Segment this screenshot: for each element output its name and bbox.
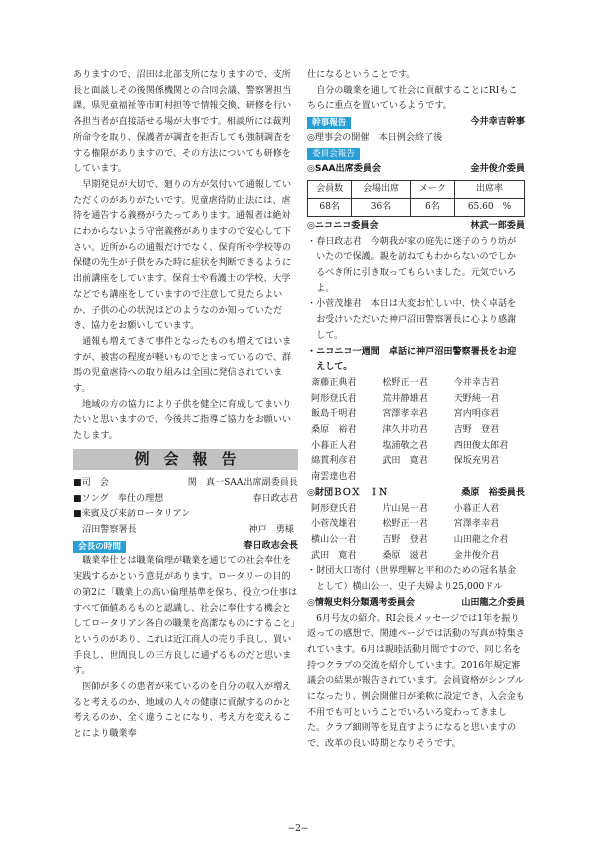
niko-title: ◎ニコニコ委員会 (307, 220, 379, 231)
member-name: 小暮正人君 (311, 440, 357, 451)
paragraph: 通報も増えてきて事件となったものも増えてはいますが、被害の程度が軽いものでとまっているので、群馬の児童虐待への取り組みは全国に発信されています。 (73, 336, 292, 395)
member-name: 綿貫利彦君 (311, 456, 357, 467)
box-item: ・財団大口寄付（世界理解と平和のための冠名基金として）横山公一、史子夫婦より25,000ドル (307, 566, 517, 593)
saa-title: ◎SAA出席委員会 (307, 164, 382, 175)
song-label: ■ソング 奉仕の理想 (73, 493, 164, 504)
emcee-name: 関 真一SAA出席副委員長 (187, 477, 298, 488)
member-name: 桑原 裕君 (311, 425, 357, 436)
niko-item: ・小菅茂雄君 本日は大変お忙しい中、快く卓話をお受けいただいた神戸沼田警察署長に心より感謝して。 (307, 299, 517, 341)
table-header-cell: 会場出席 (352, 180, 410, 198)
guests-label: ■来賓及び来訪ロータリアン (73, 509, 191, 520)
paragraph: ありますので、沼田は北部支所になりますので、支所長と面談しその後関係機関との合同会議、警察署担当課、県児童福祉等市町村担等で情報交換、研修を行い各担当者が直接話せる場が大事です。相談所には裁判所命令を取り、保護者が調査を拒否しても強制調査をする権限がありますので、その方法についても研修をしています。 (73, 70, 292, 175)
emcee-row (73, 476, 298, 492)
saa-header (307, 162, 525, 178)
secretary-item: ◎理事会の開催 本日例会終了後 (307, 132, 443, 143)
member-name: 保坂充男君 (453, 456, 500, 467)
box-name-list (307, 502, 525, 565)
member-name: 阿形登氏君 (311, 503, 357, 514)
song-leader: 春日政志君 (252, 493, 298, 504)
paragraph: 地域の方の協力により子供を健全に育成してまいりたいと思いますので、今後共ご指導ご協力をお願いいたします。 (73, 399, 292, 442)
member-name: 桑原 滋君 (382, 550, 428, 561)
box-header (307, 486, 525, 502)
president-name: 春日政志会長 (243, 540, 298, 551)
committee-header (307, 147, 525, 163)
member-name: 小暮正人君 (453, 503, 500, 514)
member-name: 今井幸吉君 (453, 377, 500, 388)
paragraph: 早期発見が大切で、廻りの方が気付いて通報していただくのがありがたいです。児童虐待防止法には、虐待を通告する義務がうたってあります。通報者は絶対にわからないよう守密義務がありますので安心して下さい。近所からの通報だけでなく、保育所や学校等の保健の先生が子供をみた時に症状を判断できるように出前講座をしています。保育士や看護士の学校、大学などでも講座をしていますので注意して見たらよいか、子供の心の状況はどのようなのか知っていただき、協力をお願いしています。 (73, 179, 292, 332)
secretary-tag: 幹事報告 (307, 117, 351, 129)
member-name: 吉野 登君 (382, 534, 428, 545)
member-name: 松野正一君 (382, 519, 428, 530)
niko-chair: 林武一郎委員 (470, 220, 525, 231)
table-cell: 65.60 % (454, 198, 524, 216)
member-name: 津久井功君 (382, 425, 428, 436)
right-column (307, 68, 525, 753)
song-row (73, 492, 298, 508)
member-name: 武田 寛君 (311, 550, 357, 561)
info-chair: 山田龍之介委員 (461, 597, 525, 608)
member-name: 斎藤正典君 (311, 377, 357, 388)
member-name: 宮澤孝幸君 (453, 519, 500, 530)
table-header-cell: 出席率 (454, 180, 524, 198)
president-text: 職業奉仕とは職業倫理が職業を通じての社会奉仕を実践するかという意見があります。ロータリーの目的の第2に「職業上の高い倫理基準を保ち、役立つ仕事はすべて価値あるものと認識し、社会に奉仕する機会としてロータリアン各自の職業を高潔なものにすること」というのがあり、これは近江商人の売り手良し、買い手良し、世間良しの三方良しに通ずるものだと思います。 (73, 556, 298, 677)
table-cell: 36名 (352, 198, 410, 216)
info-text: 6月号友の紹介。RI会長メッセージでは1年を振り返っての感想で、関連ページでは活動の写真が特集されています。6月は親睦活動月間ですので、同じ名を持つクラブの交流を紹介しています。2016年規定審議会の結果が報告されています。会員資格がシンプルになったり、例会開催日が柔軟に設定でき、入会金も不用でも可ということでいろいろ変わってきました。クラブ細則等を見直すようになると思いますので、改革の良い時期となりそうです。 (307, 613, 525, 750)
member-name: 武田 寛君 (382, 456, 428, 467)
member-name: 塩浦敬之君 (382, 440, 428, 451)
member-name: 阿形登氏君 (311, 393, 357, 404)
guest-row (73, 523, 298, 539)
paragraph: 仕になるということです。 (307, 70, 416, 80)
member-name: 松野正一君 (382, 377, 428, 388)
guest-name: 神戸 勇様 (248, 524, 294, 535)
attendance-table (307, 180, 525, 217)
member-name: 西田俊太郎君 (453, 440, 509, 451)
member-name: 小菅茂雄君 (311, 519, 357, 530)
member-name (382, 470, 453, 486)
secretary-header (307, 115, 525, 131)
box-chair: 桑原 裕委員長 (461, 487, 525, 498)
paragraph: 自分の職業を通して社会に貢献することにRIもこちらに重点を置いているようです。 (307, 85, 518, 112)
member-name: 片山晃一君 (382, 503, 428, 514)
niko-item: ・春日政志君 今朝我が家の庭先に迷子のうり坊がいたので保護。親を訪ねてもわからないのでしかるべき所に引き取ってもらいました。元気でいろよ。 (307, 236, 517, 294)
doctor-text: 医師が多くの患者が来ているのを自分の収入が増えると考えるのか、地域の人々の健康に貢献するのかと考えるのか、全く違うことになり、考え方を変えることにより職業奉 (73, 682, 292, 740)
member-name: 南雲達也君 (311, 472, 357, 483)
emcee-label: ■司 会 (73, 477, 109, 488)
niko-name-list (307, 376, 525, 486)
table-row (308, 180, 525, 198)
member-name (454, 470, 525, 486)
table-cell: 68名 (308, 198, 352, 216)
info-header (307, 596, 525, 612)
member-name: 飯島千明君 (311, 409, 357, 420)
member-name: 宮内明彦君 (453, 409, 500, 420)
member-name: 天野純一君 (453, 393, 500, 404)
niko-header (307, 219, 525, 235)
info-title: ◎情報史料分類選考委員会 (307, 597, 415, 608)
left-column (73, 68, 298, 743)
member-name: 宮澤孝幸君 (382, 409, 428, 420)
box-title: ◎財団ＢＯＸ ＩＮ (307, 487, 388, 498)
guest-org: 沼田警察署長 (82, 524, 137, 535)
saa-chair: 金井俊介委員 (470, 164, 525, 175)
table-cell: 6名 (410, 198, 454, 216)
committee-tag: 委員会報告 (307, 148, 360, 160)
table-row (308, 198, 525, 216)
table-header-cell: メーク (410, 180, 454, 198)
member-name: 山田龍之介君 (453, 534, 509, 545)
president-header (73, 539, 298, 555)
member-name: 金井俊介君 (453, 550, 500, 561)
report-title: 例会報告 (73, 449, 298, 470)
niko-week: ・ニコニコ一週間 卓話に神戸沼田警察署長をお迎えして。 (307, 346, 517, 373)
member-name: 横山公一君 (311, 534, 357, 545)
member-name: 吉野 登君 (453, 425, 500, 436)
page-number: −2− (287, 824, 309, 834)
member-name: 荒井静雄君 (382, 393, 428, 404)
secretary-name: 今井幸吉幹事 (470, 117, 525, 128)
table-header-cell: 会員数 (308, 180, 352, 198)
president-tag: 会長の時間 (73, 541, 126, 553)
